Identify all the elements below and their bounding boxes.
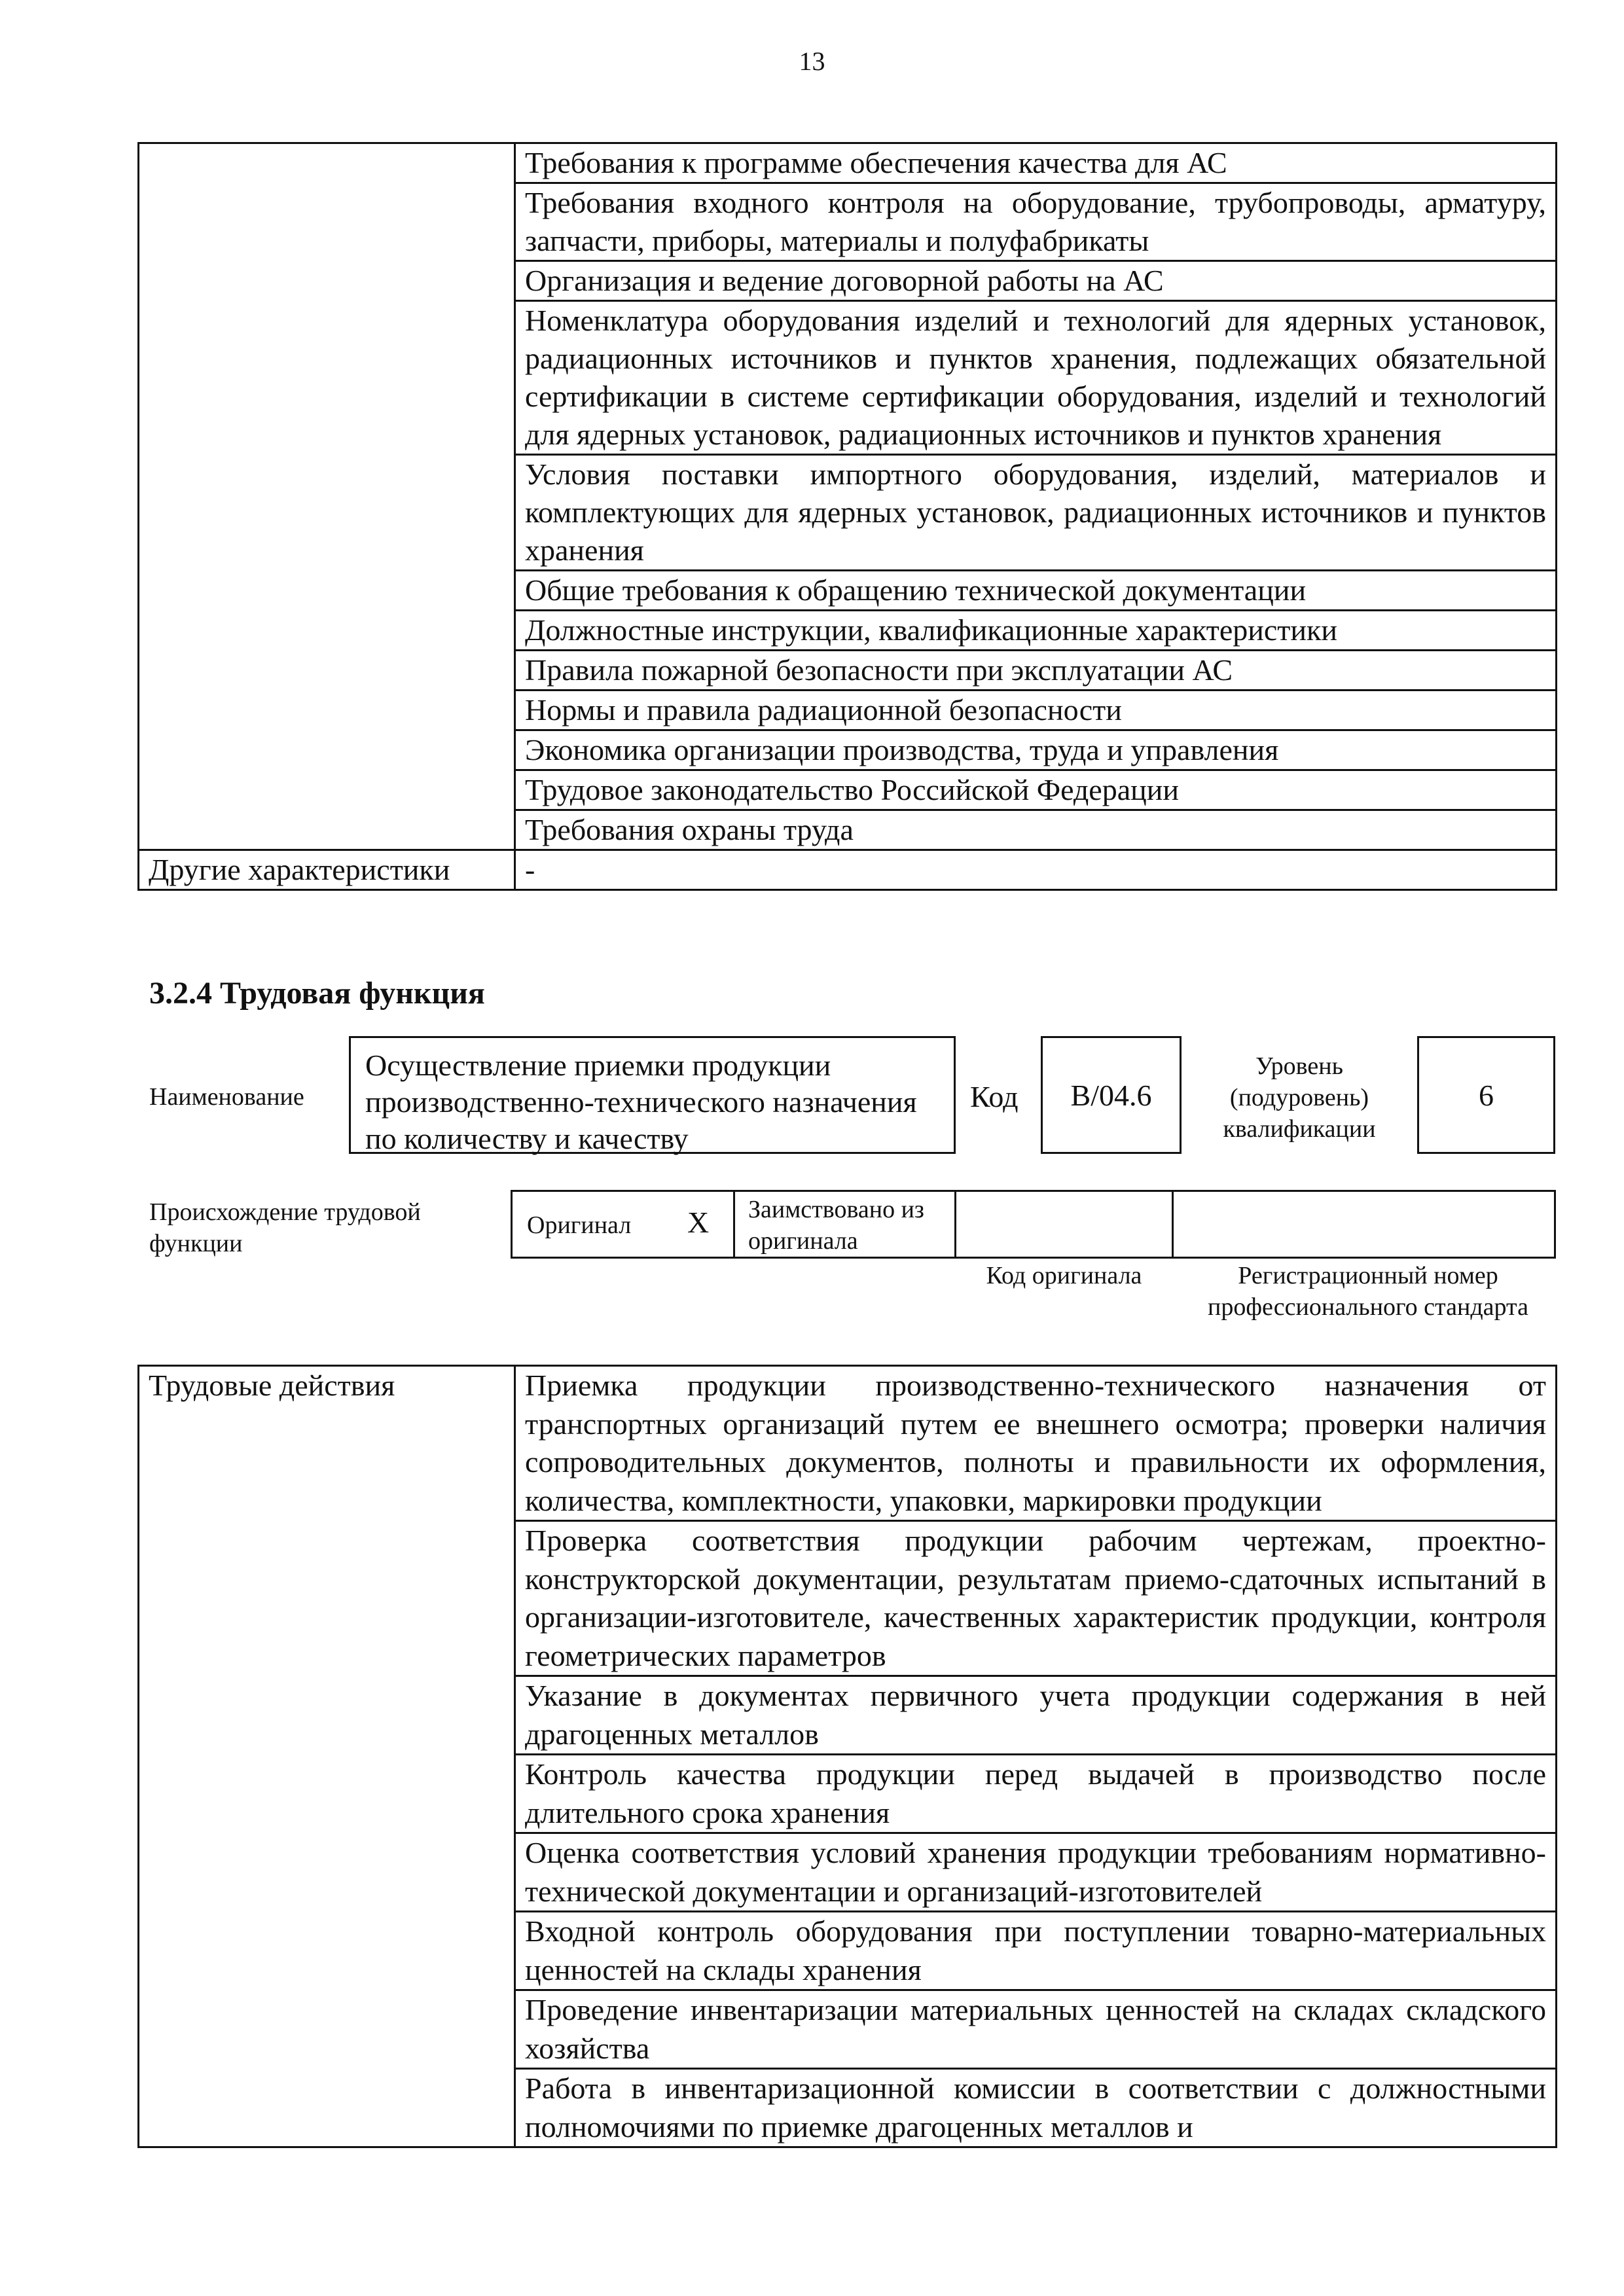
table-row bbox=[139, 143, 1557, 183]
original-label: Оригинал bbox=[527, 1211, 632, 1239]
other-characteristics-value: - bbox=[515, 850, 1557, 890]
registration-caption: Регистрационный номер профессионального стандарта bbox=[1208, 1262, 1528, 1321]
name-value: Осуществление приемки продукции производственно-технического назначения по количеству и качеству bbox=[365, 1049, 917, 1155]
table-cell: Условия поставки импортного оборудования, изделий, материалов и комплектующих для ядерных установок, радиационных источников и пунктов хранения bbox=[515, 455, 1557, 571]
actions-table bbox=[137, 1365, 1557, 2148]
level-value: 6 bbox=[1479, 1079, 1494, 1112]
level-label-line: квалификации bbox=[1223, 1115, 1376, 1143]
table-cell: Работа в инвентаризационной комиссии в соответствии с должностными полномочиями по приемке драгоценных металлов и bbox=[515, 2069, 1557, 2147]
table-cell: Номенклатура оборудования изделий и технологий для ядерных установок, радиационных источников и пунктов хранения, подлежащих обязательной сертификации в системе сертификации оборудования, изделий и технологий для ядерных установок, радиационных источников и пунктов хранения bbox=[515, 301, 1557, 455]
knowledge-table bbox=[137, 142, 1557, 891]
table-cell: Трудовое законодательство Российской Федерации bbox=[515, 770, 1557, 810]
level-label-line: (подуровень) bbox=[1229, 1084, 1369, 1111]
table-row bbox=[139, 850, 1557, 890]
origin-box bbox=[511, 1190, 1556, 1259]
divider bbox=[954, 1190, 956, 1259]
code-value: B/04.6 bbox=[1070, 1079, 1152, 1112]
table-cell: Требования охраны труда bbox=[515, 810, 1557, 850]
table-cell: Экономика организации производства, труда и управления bbox=[515, 730, 1557, 770]
table-cell: Приемка продукции производственно-технического назначения от транспортных организаций путем ее внешнего осмотра; проверки наличия сопроводительных документов, полноты и правильности их оформления, количества, комплектности, упаковки, маркировки продукции bbox=[515, 1366, 1557, 1521]
table-cell: Входной контроль оборудования при поступлении товарно-материальных ценностей на склады хранения bbox=[515, 1912, 1557, 1990]
table-cell: Организация и ведение договорной работы на АС bbox=[515, 261, 1557, 301]
code-box bbox=[1041, 1036, 1182, 1154]
level-label bbox=[1198, 1050, 1401, 1145]
table-cell: Общие требования к обращению технической документации bbox=[515, 571, 1557, 611]
code-label: Код bbox=[970, 1080, 1019, 1113]
name-box bbox=[349, 1036, 956, 1154]
name-label: Наименование bbox=[149, 1083, 304, 1111]
table-cell: Правила пожарной безопасности при эксплуатации АС bbox=[515, 651, 1557, 691]
borrowed-label: Заимствовано из оригинала bbox=[748, 1196, 924, 1255]
section-heading: 3.2.4 Трудовая функция bbox=[149, 976, 485, 1011]
table-cell: Проверка соответствия продукции рабочим чертежам, проектно-конструкторской документации, результатам приемо-сдаточных испытаний в организации-изготовителе, качественных характеристик продукции, контроля геометрических параметров bbox=[515, 1521, 1557, 1676]
table-row bbox=[139, 1366, 1557, 1521]
original-mark: X bbox=[687, 1206, 710, 1239]
table-cell: Нормы и правила радиационной безопасности bbox=[515, 691, 1557, 730]
table-cell: Указание в документах первичного учета продукции содержания в ней драгоценных металлов bbox=[515, 1676, 1557, 1755]
level-label-line: Уровень bbox=[1255, 1052, 1343, 1080]
page-number: 13 bbox=[799, 46, 825, 76]
table-cell: Контроль качества продукции перед выдачей в производство после длительного срока хранения bbox=[515, 1755, 1557, 1833]
table-cell: Требования к программе обеспечения качества для АС bbox=[515, 143, 1557, 183]
table-cell: Требования входного контроля на оборудование, трубопроводы, арматуру, запчасти, приборы, материалы и полуфабрикаты bbox=[515, 183, 1557, 261]
other-characteristics-label: Другие характеристики bbox=[139, 850, 515, 890]
divider bbox=[733, 1190, 735, 1259]
level-box bbox=[1417, 1036, 1555, 1154]
table-cell: Должностные инструкции, квалификационные характеристики bbox=[515, 611, 1557, 651]
actions-label: Трудовые действия bbox=[139, 1366, 515, 2147]
divider bbox=[1172, 1190, 1174, 1259]
table-cell: Оценка соответствия условий хранения продукции требованиям нормативно-технической документации и организаций-изготовителей bbox=[515, 1833, 1557, 1912]
empty-label-cell bbox=[139, 143, 515, 850]
table-cell: Проведение инвентаризации материальных ценностей на складах складского хозяйства bbox=[515, 1990, 1557, 2069]
origin-label: Происхождение трудовой функции bbox=[149, 1198, 421, 1257]
code-original-caption: Код оригинала bbox=[986, 1262, 1142, 1289]
